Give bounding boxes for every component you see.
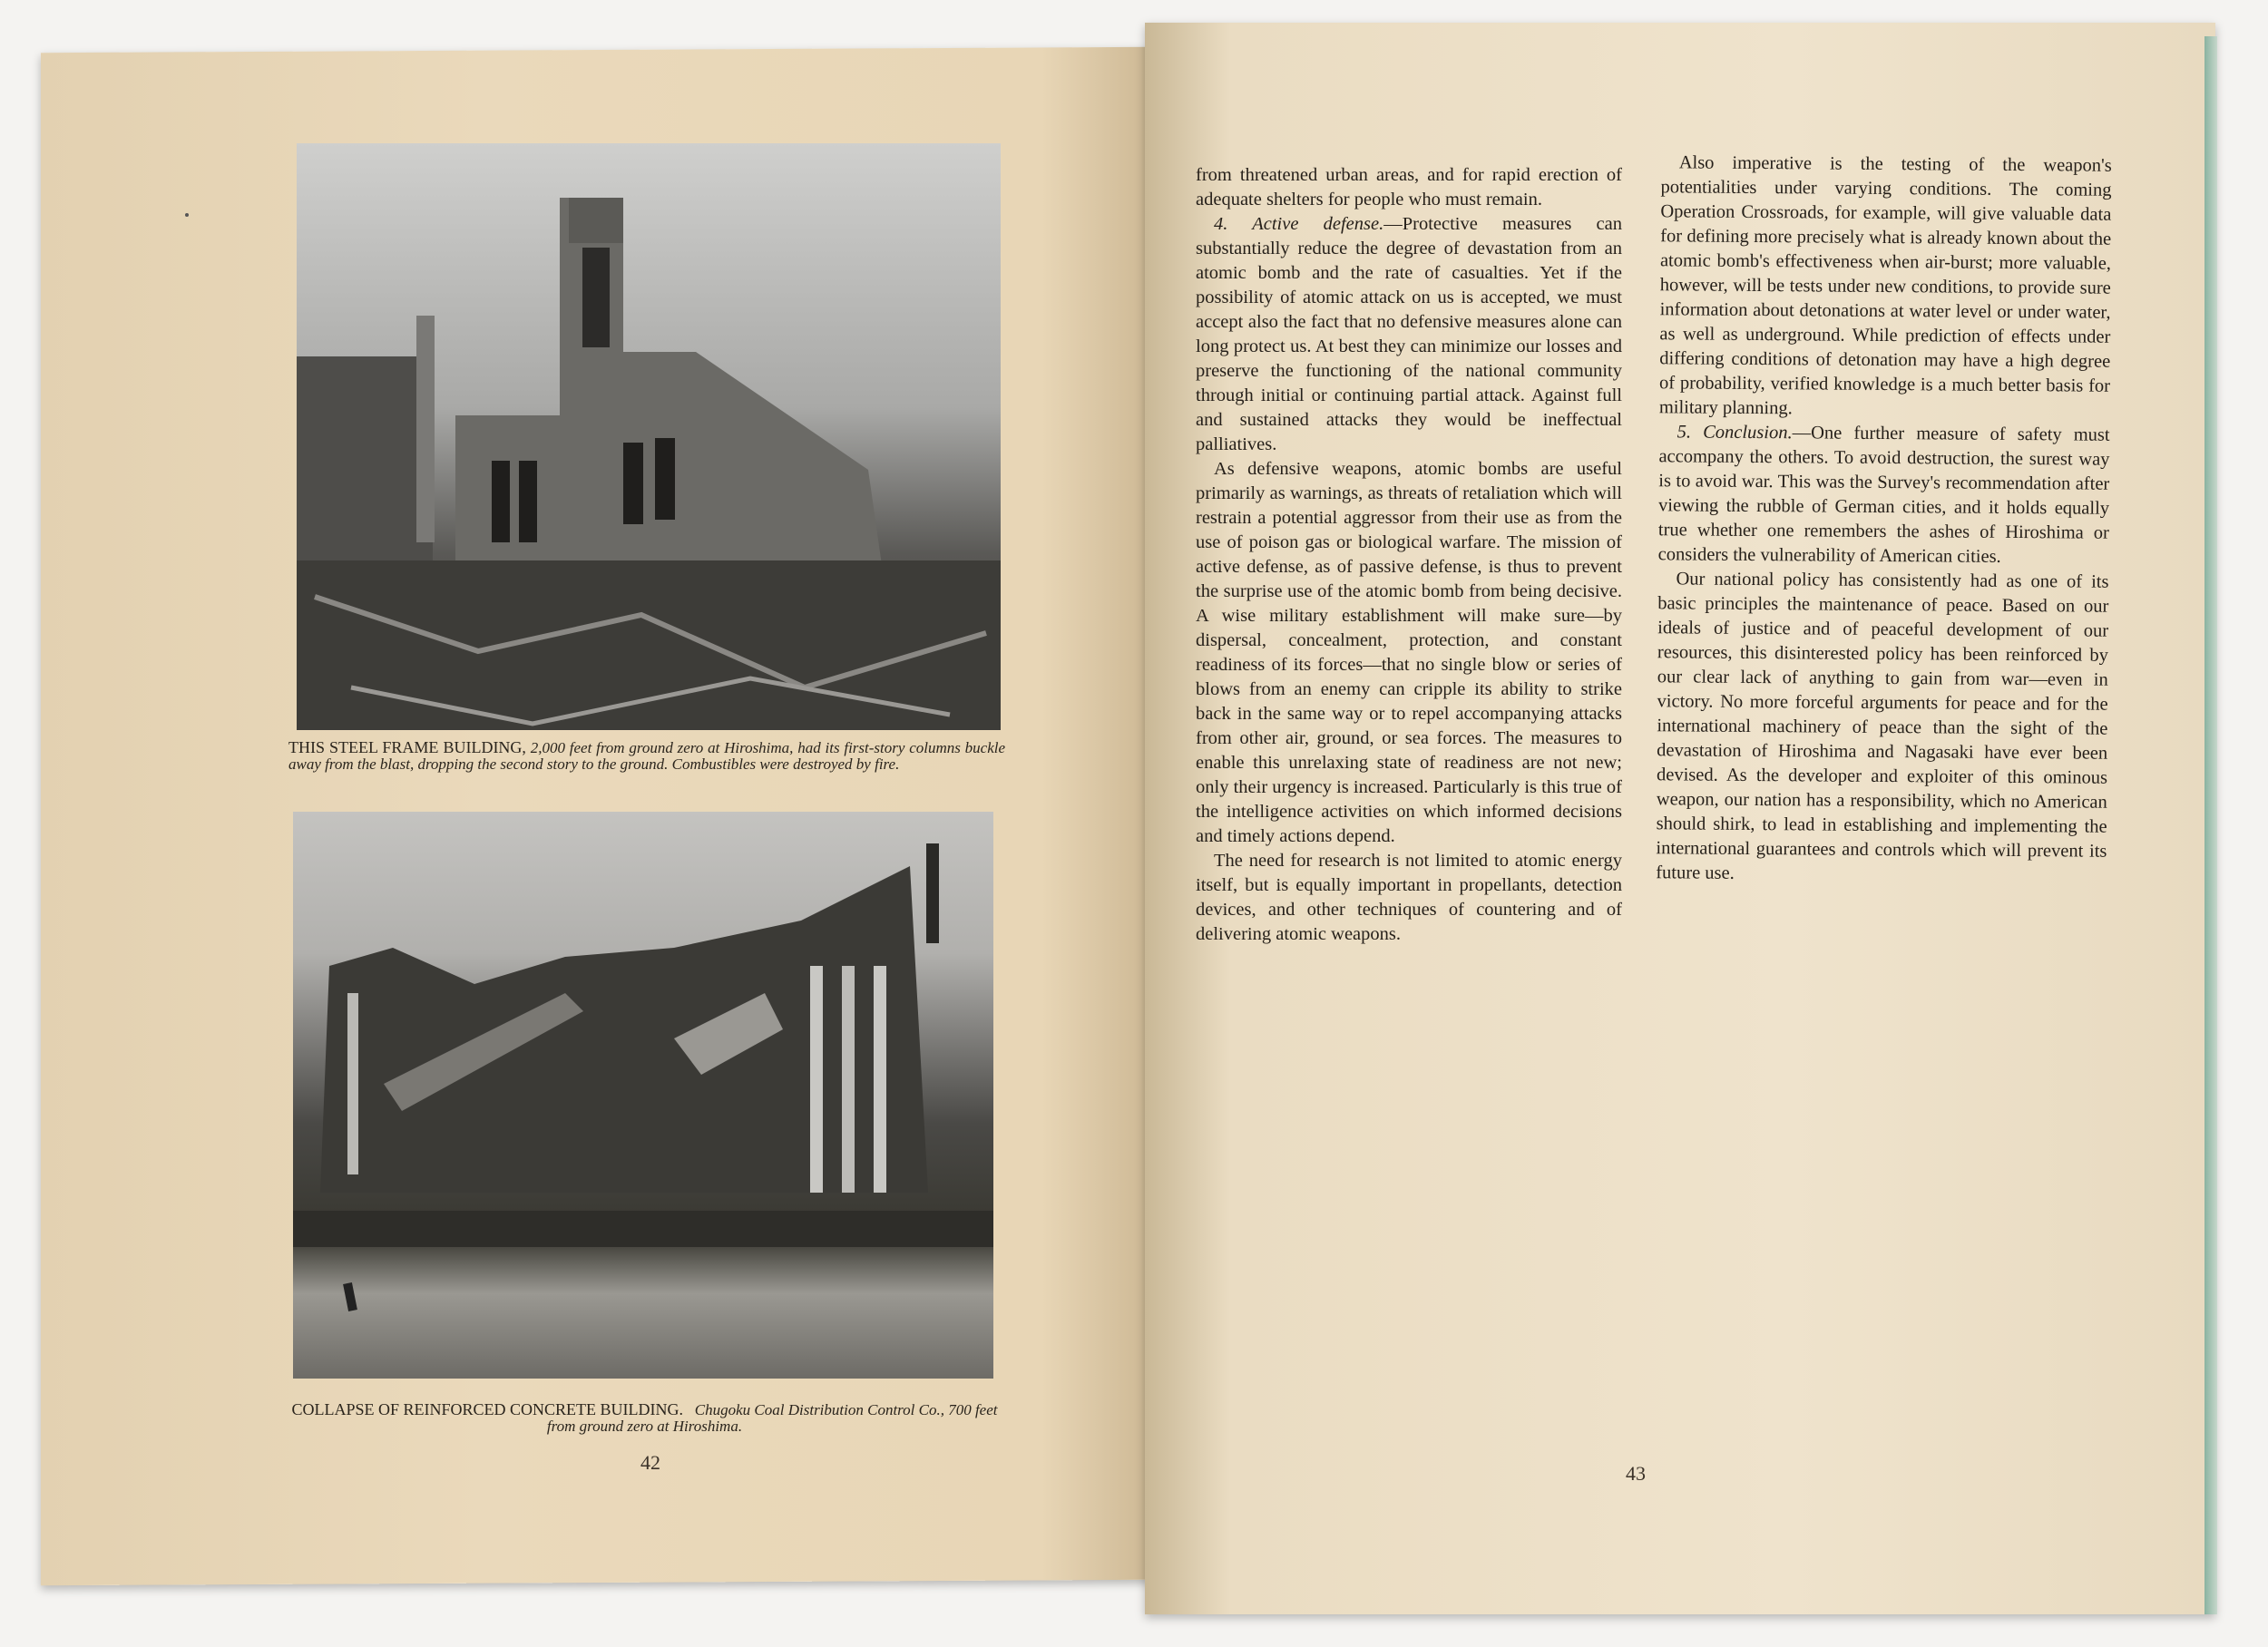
paragraph-text: —One further measure of safety must accompany the others. To avoid destruction, the surest way is to avoid war. This was the Survey's recommendation after viewing the rubble of German cities, and it holds equally true whether one remembers the ashes of Hiroshima or considers the vulnerability of American cities. bbox=[1657, 423, 2110, 567]
book-cover-edge bbox=[2204, 36, 2217, 1614]
section-lead: 4. Active defense. bbox=[1214, 214, 1384, 234]
text-column-1 bbox=[1196, 163, 1622, 947]
photo-caption-1 bbox=[288, 739, 1005, 773]
caption-heading: THIS STEEL FRAME BUILDING, bbox=[288, 738, 526, 756]
photo-steel-frame-building bbox=[297, 143, 1001, 730]
section-lead: 5. Conclusion. bbox=[1677, 422, 1793, 443]
paragraph: As defensive weapons, atomic bombs are useful primarily as warnings, as threats of retaliation which will restrain a potential aggressor from their use as from the use of poison gas or biological warfare. The mission of active defense, as of passive defense, is thus to prevent the surprise use of the atomic bomb from being decisive. A wise military establishment will make sure—by dispersal, concealment, protection, and constant readiness of its forces—that no single blow or series of blows from an enemy can cripple its ability to strike back in the same way or to repel accompanying attacks from other air, ground, or sea forces. The measures to enable this unrelaxing state of readiness are not new; only their urgency is increased. Particularly is this true of the intelligence activities on which informed decisions and timely actions depend. bbox=[1196, 459, 1622, 846]
paragraph-conclusion bbox=[1658, 420, 2110, 570]
page-speck bbox=[185, 213, 189, 217]
text-column-2 bbox=[1656, 151, 2112, 888]
caption-heading: COLLAPSE OF REINFORCED CONCRETE BUILDING. bbox=[291, 1400, 684, 1418]
paragraph: Our national policy has consistently had as one of its basic principles the maintenance of peace. Based on our ideals of justice and of peaceful development of our resources, this disinterested policy has been reinforced by our clear lack of anything to gain from war—even in victory. No more forceful arguments for peace and for the international machinery of peace than the sight of the devastation of Hiroshima and Nagasaki have ever been devised. As the developer and exploiter of this ominous weapon, our nation has a responsibility, which no American should shirk, to lead in establishing and implementing the international guarantees and controls which will prevent its future use. bbox=[1656, 569, 2109, 883]
paragraph-active-defense bbox=[1196, 212, 1622, 457]
paragraph: from threatened urban areas, and for rapid erection of adequate shelters for people who must remain. bbox=[1196, 165, 1622, 210]
paragraph: The need for research is not limited to atomic energy itself, but is equally important in propellants, detection devices, and other techniques of countering and of delivering atomic weapons. bbox=[1196, 851, 1622, 944]
paragraph-text: —Protective measures can substantially reduce the degree of devastation from an atomic bomb and the rate of casualties. Yet if the possibility of atomic attack on us is accepted, we must accept also the fact that no defensive measures alone can long protect us. At best they can minimize our losses and preserve the functioning of the national community through initial or continuing partial attack. Against full and sustained attacks they would be ineffectual palliatives. bbox=[1196, 214, 1622, 454]
page-number-right: 43 bbox=[1626, 1462, 1646, 1485]
paragraph: Also imperative is the testing of the weapon's potentialities under varying conditions. The coming Operation Crossroads, for example, will give valuable data for defining more precisely what is already known about the atomic bomb's effectiveness when air-burst; more valuable, however, will be tests under new conditions, to provide sure information about detonations at water level or under water, as well as underground. While prediction of effects under differing conditions of detonation may have a high degree of probability, verified knowledge is a much better basis for military planning. bbox=[1658, 152, 2112, 419]
photo-collapsed-concrete-building bbox=[293, 812, 993, 1379]
photo-caption-2 bbox=[288, 1401, 1001, 1435]
caption-body: Chugoku Coal Distribution Control Co., 700 feet from ground zero at Hiroshima. bbox=[546, 1401, 998, 1435]
caption-body: 2,000 feet from ground zero at Hiroshima, had its first-story columns buckle away from the blast, dropping the second story to the ground. Combustibles were destroyed by fire. bbox=[288, 739, 1006, 773]
page-number-left: 42 bbox=[640, 1451, 660, 1474]
